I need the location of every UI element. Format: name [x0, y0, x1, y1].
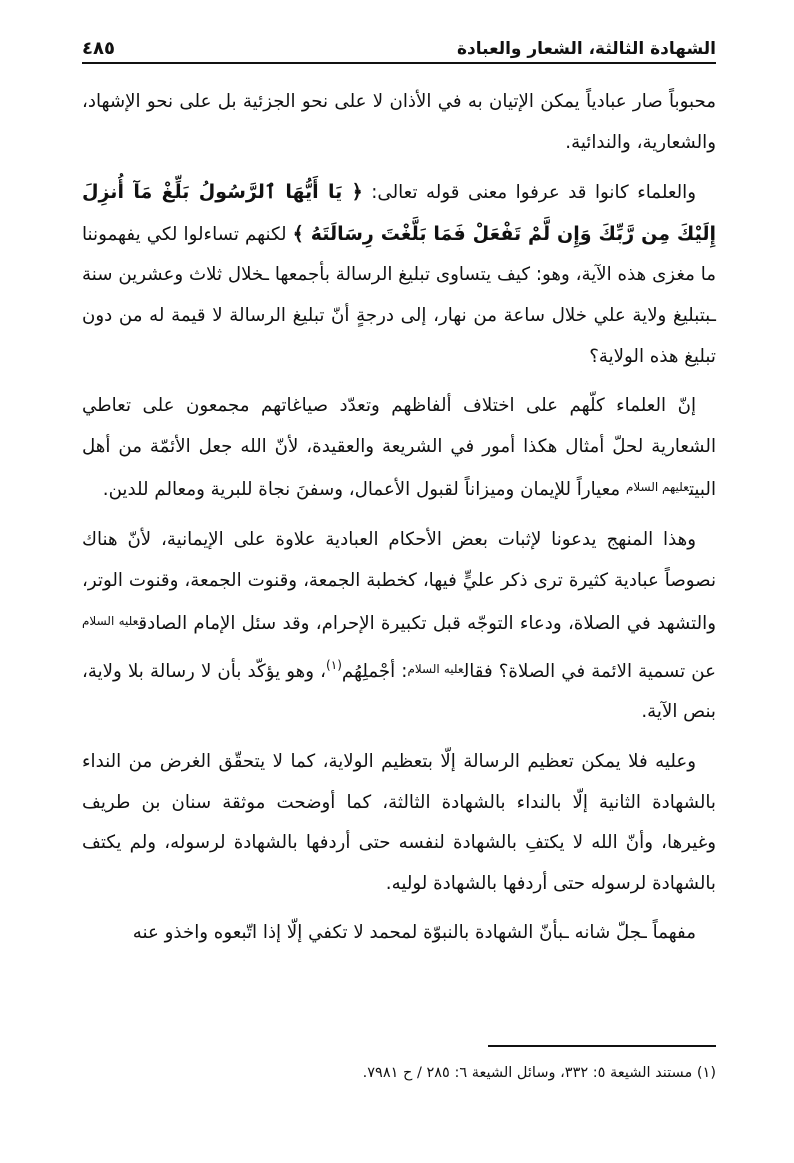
paragraph-3-rest: معياراً للإيمان وميزاناً لقبول الأعمال، وسفنَ نجاة للبرية ومعالم للدين.	[102, 479, 626, 501]
running-title: الشهادة الثالثة، الشعار والعبادة	[457, 39, 716, 59]
paragraph-2	[82, 172, 716, 377]
paragraph-4-rest: ، وهو يؤكّد بأن لا رسالة بلا ولاية، بنص الآية.	[82, 660, 716, 723]
paragraph-6: مفهماً ـجلّ شانه ـبأنّ الشهادة بالنبوّة لمحمد لا تكفي إلّا إذا اتّبعوه واخذو عنه	[132, 922, 696, 944]
footnote: (١) مستند الشيعة ٥: ٣٣٢، وسائل الشيعة ٦: ٢٨٥ / ح ٧٩٨١.	[362, 1065, 716, 1081]
paragraph-3-intro: إنّ العلماء كلّهم على اختلاف ألفاظهم وتعدّد صياغاتهم مجمعون على تعاطي الشعارية لحلّ أمثال هكذا أمور في الشريعة والعقيدة، لأنّ الله جعل الأئمّة من أهل البيت	[82, 395, 716, 501]
quran-verse: ﴿ يَا أَيُّهَا ٱلرَّسُولُ بَلِّغْ مَآ أُنزِلَ إِلَيْكَ مِن رَّبِّكَ وَإِن لَّمْ تَفْعَلْ فَمَا بَلَّغْتَ رِسَالَتَهُ ﴾	[82, 181, 717, 245]
paragraph-4-intro: وهذا المنهج يدعونا لإثبات بعض الأحكام العبادية علاوة على الإيمانية، لأنّ هناك نصوصاً عبادية كثيرة ترى ذكر عليٍّ فيها، كخطبة الجمعة، وقنوت الجمعة، وقنوت الوتر، والتشهد في الصلاة، ودعاء التوجّه قبل تكبيرة الإحرام، وقد سئل الإمام الصادق	[82, 528, 716, 635]
honorific-glyph: عليه السلام	[407, 661, 464, 676]
paragraph-2-rest: لكنهم تساءلوا لكي يفهموننا ما مغزى هذه الآية، وهو: كيف يتساوى تبليغ الرسالة بأجمعها ـخلال ثلاث وعشرين سنة ـبتبليغ ولاية علي خلال ساعة من نهار، إلى درجةٍ أنّ تبليغ الرسالة لا قيمة له من دون تبليغ هذه الولاية؟	[82, 223, 716, 367]
paragraph-4	[82, 520, 716, 733]
honorific-glyph: عليهم السلام	[625, 480, 689, 495]
book-page	[82, 26, 716, 1146]
paragraph-5: وعليه فلا يمكن تعظيم الرسالة إلّا بتعظيم الولاية، كما لا يتحقّق الغرض من النداء بالشهادة الثانية إلّا بالنداء بالشهادة الثالثة، كما أوضحت موثقة سنان بن طريف وغيرها، وأنّ الله لا يكتفِ بالشهادة لنفسه حتى أردفها بالشهادة لرسوله، ولم يكتف بالشهادة لرسوله حتى أردفها بالشهادة لوليه.	[82, 750, 716, 894]
footnote-reference[interactable]: (١)	[326, 657, 342, 672]
paragraph-4-middle: عن تسمية الائمة في الصلاة؟ فقال	[463, 660, 716, 682]
header-rule	[82, 62, 716, 64]
paragraph-4-quote: : أجْملِهُم	[341, 660, 408, 682]
paragraph-3	[82, 386, 716, 511]
paragraph-1: محبوباً صار عبادياً يمكن الإتيان به في الأذان لا على نحو الجزئية بل على نحو الإشهاد، والشعارية، والندائية.	[82, 91, 716, 153]
paragraph-2-intro: والعلماء كانوا قد عرفوا معنى قوله تعالى:	[362, 182, 696, 204]
body-text	[82, 82, 716, 963]
footnote-rule	[488, 1045, 716, 1047]
honorific-glyph: عليه السلام	[82, 614, 139, 629]
page-header	[82, 26, 716, 60]
page-number: ٤٨٥	[82, 38, 115, 59]
